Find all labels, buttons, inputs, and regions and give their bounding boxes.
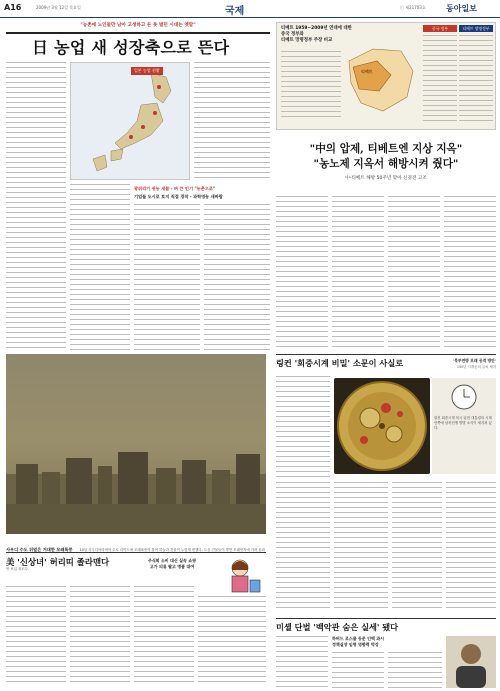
- article-body-column: [6, 586, 66, 686]
- infobox-title: 티베트 1959~2009년 연대에 대한: [281, 26, 352, 31]
- article-body-column: [6, 62, 66, 350]
- comparison-table: [423, 25, 493, 127]
- watch-face-icon: [440, 382, 488, 412]
- tibet-map: [343, 31, 419, 127]
- subhead: 주식회 소비 대신 실속 쇼핑: [147, 558, 197, 563]
- story-headline: 미셸 단벌 '백악관 숨은 실세' 됐다: [276, 622, 399, 632]
- map-label: 일본 농업 현황: [131, 67, 163, 75]
- page-header: [0, 0, 500, 18]
- subhead-red: 광쥐리기 귀농 새붐 - 벼 큰 인기 "농촌으로": [134, 186, 216, 191]
- tibet-infobox: [276, 22, 496, 130]
- story-subheads: [134, 186, 270, 200]
- infobox-text: [281, 51, 341, 121]
- infobox-title-line2: 중국 정부와: [281, 32, 304, 37]
- issue-number: ⓒ 제21703호: [400, 5, 426, 10]
- story-japan-agriculture: [6, 22, 270, 57]
- subhead: 中-티베트 해방 50주년 맞아 신경전 고조: [345, 176, 427, 181]
- portrait-icon: [446, 636, 496, 688]
- table-column-text: [423, 35, 457, 125]
- article-body-column: [134, 204, 200, 350]
- story-sidebar: [426, 358, 496, 369]
- story-subheads: [134, 558, 210, 570]
- subhead: 고가 의류 팔고 명품 대여: [149, 564, 195, 569]
- pocket-watch-photo: [334, 378, 430, 474]
- headline-line1: "中의 압제, 티베트엔 지상 지옥": [309, 143, 463, 155]
- issue-date: 2009년 3월 12일 목요일: [36, 5, 81, 10]
- story-michelle: [276, 618, 496, 633]
- subhead: 정책실장 임명 영향력 막강: [332, 642, 379, 647]
- cartoon-shopper-icon: [218, 556, 264, 596]
- article-body-column: [332, 196, 384, 350]
- article-body-column: [134, 586, 194, 686]
- subhead: 기업들 도시로 토지 직접 경작 - 과학영농 새바람: [134, 194, 223, 199]
- article-body-column: [204, 204, 270, 350]
- article-body-column: [388, 652, 442, 688]
- article-body-column: [444, 196, 496, 350]
- page-number: A16: [4, 3, 22, 12]
- article-body-column: [388, 196, 440, 350]
- newspaper-logo: 동아일보: [446, 4, 477, 13]
- infobox-title-line3: 티베트 망명정부 주장 비교: [281, 38, 333, 43]
- subhead: 하버드 로스쿨 동문 인맥 과시: [332, 636, 384, 641]
- divider: [6, 552, 266, 553]
- story-subheads: [332, 636, 442, 648]
- article-body-column: [198, 596, 266, 686]
- article-body-column: [392, 482, 442, 612]
- sidebar-head: '북부연방 모래 공격 방안': [453, 358, 496, 363]
- watch-mechanism-image: [334, 378, 430, 474]
- article-body-column: [332, 652, 384, 688]
- article-body-column: [276, 482, 330, 612]
- map-label: 티베트: [361, 69, 373, 74]
- city-skyline-image: [6, 354, 266, 534]
- article-body-column: [276, 376, 330, 478]
- story-us-shoppers: [6, 552, 266, 568]
- watch-thumbnail: [440, 382, 488, 412]
- columnist-photo: [446, 636, 496, 688]
- watch-caption: 링컨 회중시계 미국 링컨 대통령의 시계 안쪽에 남북전쟁 발발 소식이 새겨져 있다.: [434, 416, 492, 430]
- watch-photo-caption-box: [432, 378, 496, 474]
- japan-map: [71, 63, 189, 179]
- japan-map-graphic: [70, 62, 190, 180]
- story-lincoln-watch: [276, 354, 496, 369]
- caption-title: 사우디 수도 뒤덮은 거대한 모래폭풍: [6, 547, 73, 552]
- article-body-column: [70, 586, 130, 686]
- story-kicker: "농촌에 노인들만 남아 고생하고 돈 못 벌던 시대는 옛말": [80, 23, 196, 28]
- article-body-column: [334, 482, 388, 612]
- caption-body: 10일 사우디아라비아 수도 리야드에 모래폭풍이 불어 하늘과 건물이 누렇게 변했다. 도심 건물들이 뿌연 모래먼지에 가려 윤곽만 보일 정도다.: [6, 548, 265, 571]
- article-body-column: [276, 196, 328, 350]
- divider: [276, 618, 496, 619]
- story-headline: 美 '신상녀' 허리띠 졸라맨다: [6, 557, 110, 567]
- section-title: 국제: [225, 6, 245, 17]
- headline-line2: "농노제 지옥서 해방시켜 줬다": [313, 158, 459, 170]
- sandstorm-photo: [6, 354, 266, 534]
- article-body-column: [446, 482, 496, 612]
- shopper-illustration: [218, 556, 264, 596]
- story-headline: 日 농업 새 성장축으로 뜬다: [32, 38, 230, 57]
- column-header-exile: 티베트 망명정부: [459, 25, 493, 32]
- divider: [276, 354, 496, 355]
- article-body-column: [194, 62, 270, 180]
- story-headline: 링컨 '회중시계 비밀' 소문이 사실로: [276, 358, 404, 368]
- table-column-text: [459, 35, 493, 125]
- column-header-china: 중국 정부: [423, 25, 457, 32]
- article-body-column: [276, 636, 328, 688]
- story-tibet: [276, 142, 496, 181]
- article-body-column: [70, 184, 130, 350]
- sidebar-sub: 150년 시계공의 글씨 새겨: [456, 365, 496, 369]
